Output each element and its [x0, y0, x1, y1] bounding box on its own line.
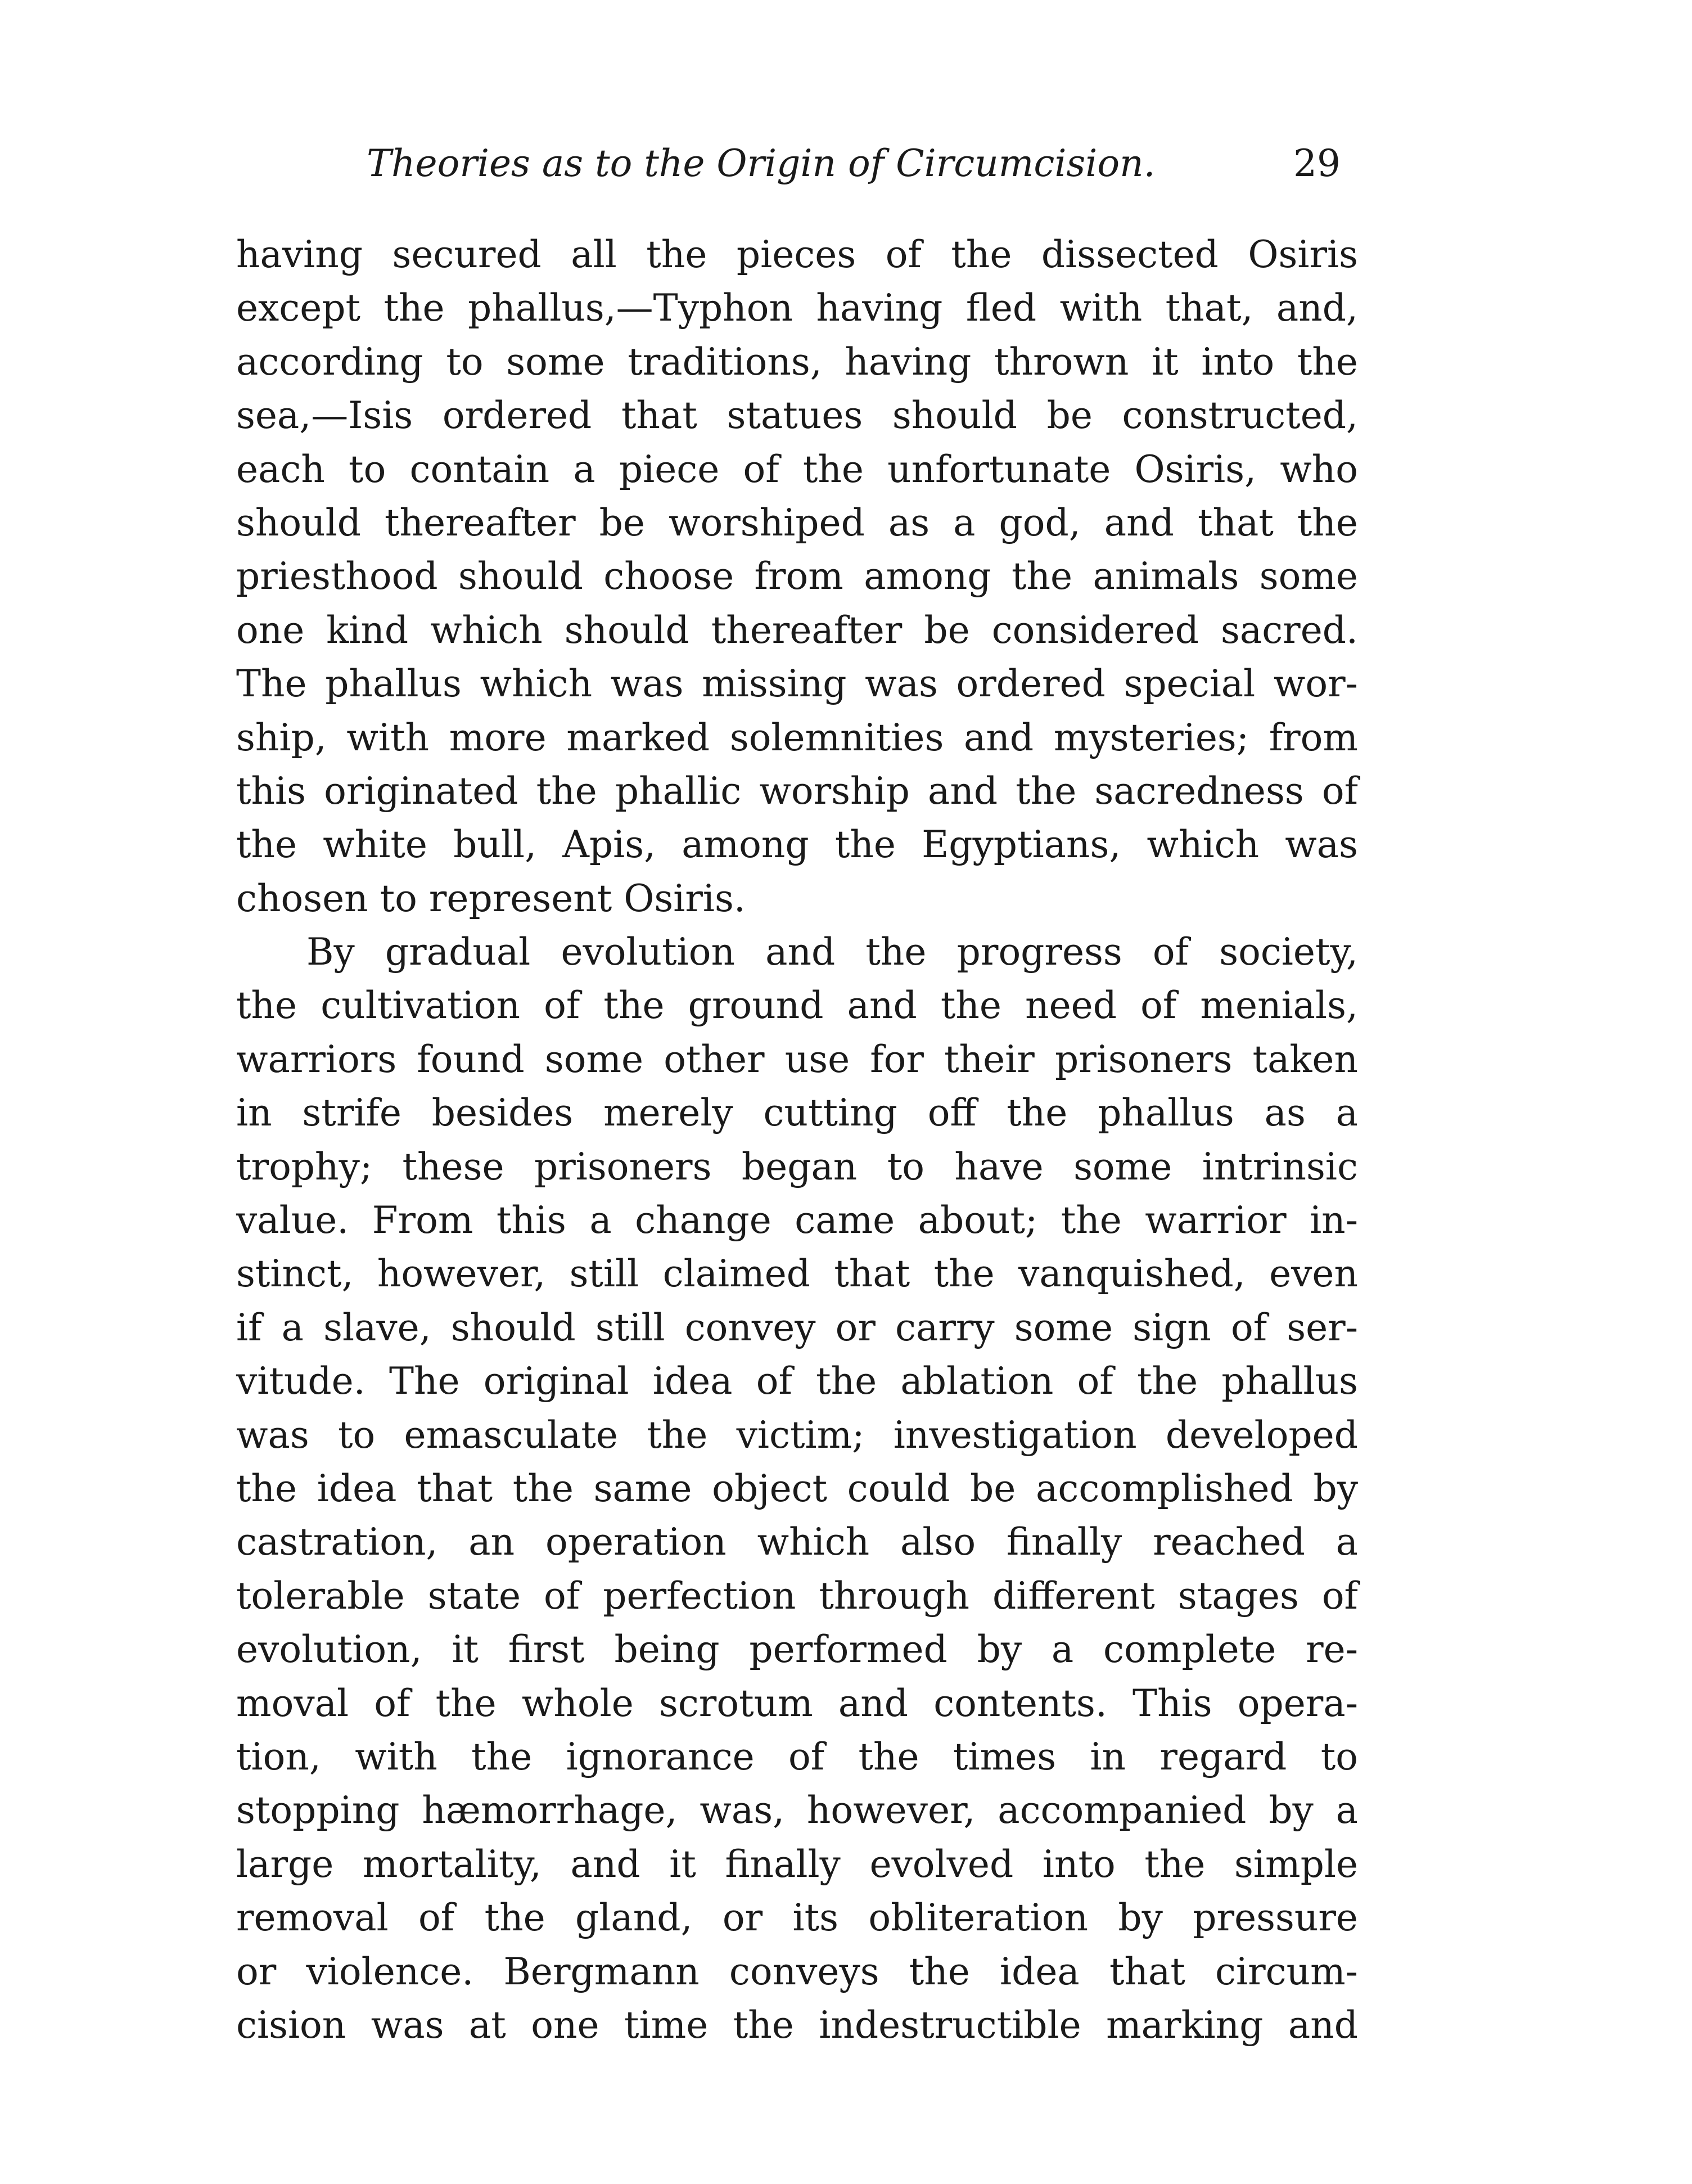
text-line: castration, an operation which also finally reached a	[236, 1520, 1358, 1564]
page-number: 29	[1293, 142, 1341, 185]
text-line: was to emasculate the victim; investigation developed	[236, 1413, 1358, 1457]
text-line: By gradual evolution and the progress of society,	[306, 930, 1358, 974]
text-line: removal of the gland, or its obliteration by pressure	[236, 1896, 1358, 1940]
text-line: the white bull, Apis, among the Egyptians, which was	[236, 823, 1358, 867]
text-line: according to some traditions, having thrown it into the	[236, 340, 1358, 384]
text-line: this originated the phallic worship and the sacredness of	[236, 769, 1358, 813]
text-line: the cultivation of the ground and the need of menials,	[236, 984, 1358, 1028]
paragraph	[236, 925, 1358, 2052]
text-line: should thereafter be worshiped as a god, and that the	[236, 501, 1358, 544]
text-line: stopping hæmorrhage, was, however, accompanied by a	[236, 1789, 1358, 1832]
running-head-title: Theories as to the Origin of Circumcision.	[367, 142, 1156, 185]
text-line: priesthood should choose from among the animals some	[236, 555, 1358, 598]
text-line: except the phallus,—Typhon having fled with that, and,	[236, 286, 1358, 330]
text-line: having secured all the pieces of the dissected Osiris	[236, 233, 1358, 276]
text-line: each to contain a piece of the unfortunate Osiris, who	[236, 447, 1358, 491]
text-line: or violence. Bergmann conveys the idea that circum-	[236, 1949, 1358, 1993]
text-line: stinct, however, still claimed that the vanquished, even	[236, 1252, 1358, 1296]
text-line: The phallus which was missing was ordered special wor-	[236, 662, 1358, 706]
text-line: moval of the whole scrotum and contents. This opera-	[236, 1681, 1358, 1725]
text-line: ship, with more marked solemnities and mysteries; from	[236, 715, 1358, 759]
body-text	[236, 228, 1358, 2052]
text-line: vitude. The original idea of the ablation of the phallus	[236, 1359, 1358, 1403]
text-line: cision was at one time the indestructible marking and	[236, 2003, 1358, 2047]
text-line: value. From this a change came about; the warrior in-	[236, 1199, 1358, 1242]
running-head	[0, 133, 1361, 195]
text-line: trophy; these prisoners began to have some intrinsic	[236, 1145, 1358, 1188]
text-line: sea,—Isis ordered that statues should be constructed,	[236, 394, 1358, 438]
text-line: warriors found some other use for their prisoners taken	[236, 1037, 1358, 1081]
text-line: if a slave, should still convey or carry some sign of ser-	[236, 1305, 1358, 1349]
text-line: large mortality, and it finally evolved into the simple	[236, 1842, 1358, 1886]
text-line: one kind which should thereafter be considered sacred.	[236, 608, 1358, 652]
text-line: evolution, it first being performed by a complete re-	[236, 1628, 1358, 1672]
text-line: chosen to represent Osiris.	[236, 876, 746, 920]
text-line: tion, with the ignorance of the times in regard to	[236, 1735, 1358, 1778]
text-line: tolerable state of perfection through different stages of	[236, 1574, 1358, 1618]
text-line: in strife besides merely cutting off the phallus as a	[236, 1091, 1358, 1135]
text-line: the idea that the same object could be accomplished by	[236, 1466, 1358, 1510]
paragraph	[236, 228, 1358, 925]
